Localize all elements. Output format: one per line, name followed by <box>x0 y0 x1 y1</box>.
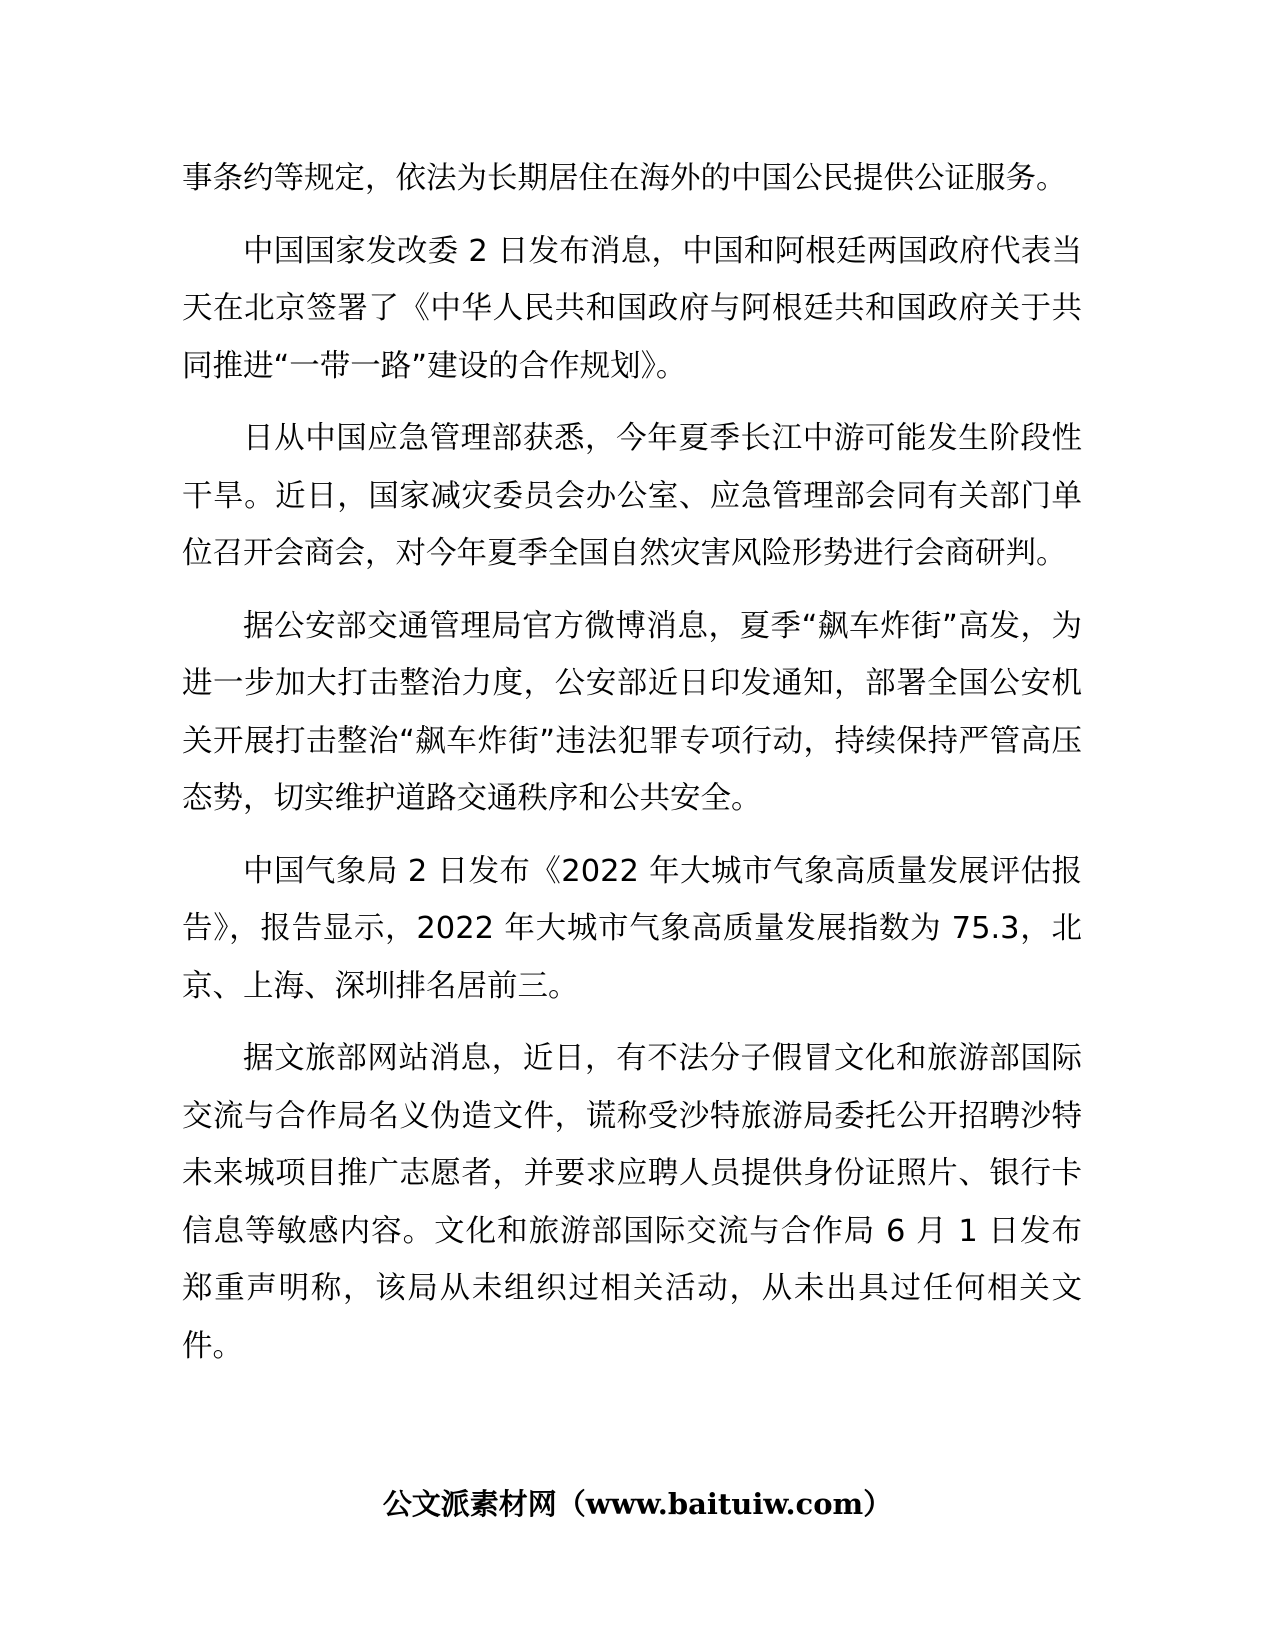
paragraph-ndrc-argentina: 中国国家发改委 2 日发布消息，中国和阿根廷两国政府代表当天在北京签署了《中华人民共和国政府与阿根廷共和国政府关于共同推进“一带一路”建设的合作规划》。 <box>182 233 1082 384</box>
footer-source: 公文派素材网（www.baituiw.com） <box>382 1487 893 1521</box>
paragraph-tourism-fraud: 据文旅部网站消息，近日，有不法分子假冒文化和旅游部国际交流与合作局名义伪造文件，谎称受沙特旅游局委托公开招聘沙特未来城项目推广志愿者，并要求应聘人员提供身份证照片、银行卡信息等敏感内容。文化和旅游部国际交流与合作局 6 月 1 日发布郑重声明称，该局从未组织过相关活动，从未出具过任何相关文件。 <box>182 1041 1082 1364</box>
paragraph-drought-warning: 日从中国应急管理部获悉，今年夏季长江中游可能发生阶段性干旱。近日，国家减灾委员会办公室、应急管理部会同有关部门单位召开会商会，对今年夏季全国自然灾害风险形势进行会商研判。 <box>182 421 1082 571</box>
paragraph-street-racing: 据公安部交通管理局官方微博消息，夏季“飙车炸街”高发，为进一步加大打击整治力度，公安部近日印发通知，部署全国公安机关开展打击整治“飙车炸街”违法犯罪专项行动，持续保持严管高压态势，切实维护道路交通秩序和公共安全。 <box>182 608 1082 816</box>
document-body <box>182 150 1082 1390</box>
paragraph-continuation: 事条约等规定，依法为长期居住在海外的中国公民提供公证服务。 <box>182 161 1067 196</box>
paragraph-meteorology-report: 中国气象局 2 日发布《2022 年大城市气象高质量发展评估报告》，报告显示，2022 年大城市气象高质量发展指数为 75.3，北京、上海、深圳排名居前三。 <box>182 853 1082 1004</box>
